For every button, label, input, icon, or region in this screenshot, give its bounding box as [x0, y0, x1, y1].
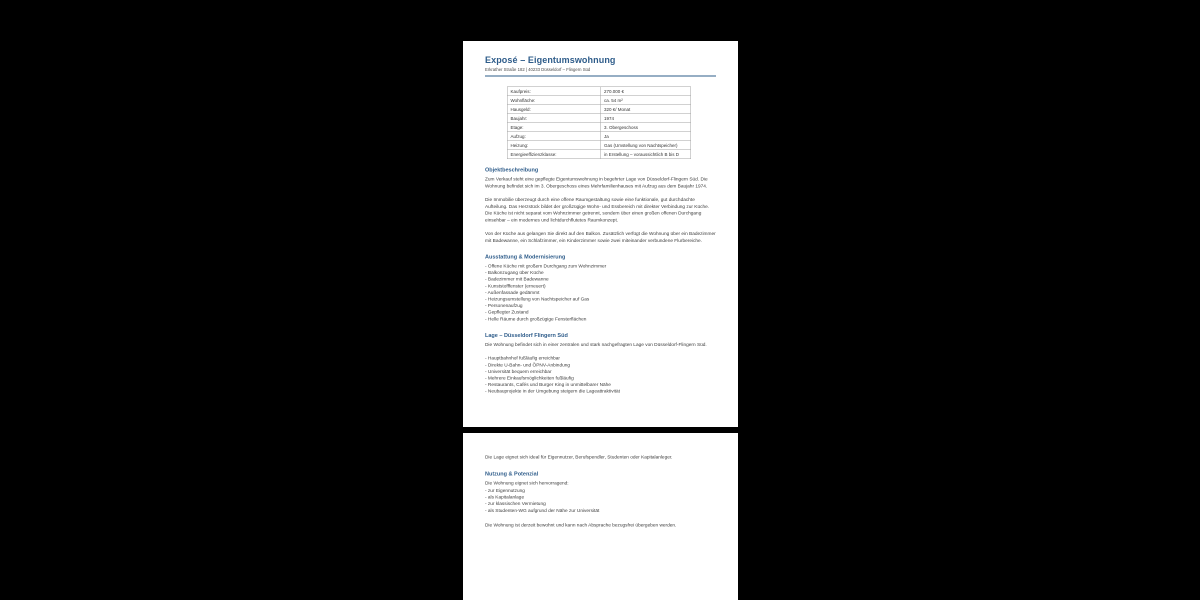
- table-row: [507, 114, 691, 123]
- section-heading-objektbeschreibung: Objektbeschreibung: [485, 167, 539, 173]
- list-item: - Balkonzugang über Küche: [485, 270, 716, 277]
- fact-value: 1974: [601, 114, 691, 123]
- table-row: [507, 87, 691, 96]
- lage-conclusion-paragraph: Die Lage eignet sich ideal für Eigennutzer, Berufspendler, Studenten oder Kapitalanleger.: [485, 454, 673, 460]
- table-row: [507, 105, 691, 114]
- fact-value: Ja: [601, 132, 691, 141]
- list-item: - Badezimmer mit Badewanne: [485, 276, 716, 283]
- list-item: - zur klassischen Vermietung: [485, 501, 716, 508]
- table-row: [507, 132, 691, 141]
- document-page-1: [463, 41, 738, 427]
- document-scroll-area[interactable]: [463, 41, 738, 600]
- document-header: [485, 55, 716, 77]
- page-title: Exposé – Eigentumswohnung: [485, 55, 616, 65]
- title-divider: [485, 76, 716, 77]
- fact-label: Energieeffizienzklasse:: [507, 150, 601, 159]
- facts-table-body: [507, 87, 691, 159]
- paragraph: Zum Verkauf steht eine gepflegte Eigentumswohnung in begehrter Lage von Düsseldorf-Flingern Süd. Die Wohnung befindet sich im 3. Obergeschoss eines Mehrfamilienhauses mit Aufzug aus dem Baujahr 1974.: [485, 176, 708, 189]
- list-item: - Restaurants, Cafés und Burger King in unmittelbarer Nähe: [485, 382, 716, 389]
- list-item: - Offene Küche mit großem Durchgang zum Wohnzimmer: [485, 263, 716, 270]
- lage-intro-paragraph: Die Wohnung befindet sich in einer zentralen und stark nachgefragten Lage von Düsseldorf-Flingern Süd.: [485, 341, 707, 348]
- paragraph: Von der Küche aus gelangen Sie direkt auf den Balkon. Zusätzlich verfügt die Wohnung über ein Badezimmer mit Badewanne, ein Schlafzimmer, ein Kinderzimmer sowie zwei miteinander verbundene Flurbereiche.: [485, 231, 716, 244]
- list-item: - Gepflegter Zustand: [485, 309, 716, 316]
- fact-label: Baujahr:: [507, 114, 601, 123]
- fact-label: Kaufpreis:: [507, 87, 601, 96]
- lage-list: [485, 355, 716, 395]
- table-row: [507, 150, 691, 159]
- fact-label: Etage:: [507, 123, 601, 132]
- list-item: - Hauptbahnhof fußläufig erreichbar: [485, 355, 716, 362]
- fact-label: Heizung:: [507, 141, 601, 150]
- section-heading-nutzung: Nutzung & Potenzial: [485, 470, 539, 477]
- fact-label: Aufzug:: [507, 132, 601, 141]
- list-item: - Personenaufzug: [485, 303, 716, 310]
- document-subtitle: Erkrather Straße 182 | 40233 Düsseldorf – Flingern Süd: [485, 67, 591, 72]
- fact-label: Wohnfläche:: [507, 96, 601, 105]
- nutzung-lead: Die Wohnung eignet sich hervorragend:: [485, 480, 569, 486]
- nutzung-list: [485, 488, 716, 514]
- list-item: - Helle Räume durch großzügige Fensterflächen: [485, 316, 716, 323]
- facts-table: [507, 87, 691, 160]
- fact-value: 270.000 €: [601, 87, 691, 96]
- list-item: - zur Eigennutzung: [485, 488, 716, 495]
- paragraph: Die Immobilie überzeugt durch eine offene Raumgestaltung sowie eine funktionale, gut durchdachte Aufteilung. Das Herzstück bildet der großzügige Wohn- und Essbereich mit direkter Verbindung zur Küche. Die Küche ist nicht separat vom Wohnzimmer getrennt, sondern über einen großen offenen Durchgang einsehbar – ein modernes und lichtdurchflutetes Raumkonzept.: [485, 197, 710, 223]
- list-item: - Neubauprojekte in der Umgebung steigern die Lageattraktivität: [485, 388, 716, 395]
- fact-value: in Erstellung – voraussichtlich B bis D: [601, 150, 691, 159]
- closing-paragraph: Die Wohnung ist derzeit bewohnt und kann nach Absprache bezugsfrei übergeben werden.: [485, 522, 677, 528]
- list-item: - Heizungsumstellung von Nachtspeicher auf Gas: [485, 296, 716, 303]
- list-item: - Universität bequem erreichbar: [485, 368, 716, 375]
- table-row: [507, 96, 691, 105]
- list-item: - als Studenten-WG aufgrund der Nähe zur Universität: [485, 507, 716, 514]
- fact-value: 320 €/ Monat: [601, 105, 691, 114]
- list-item: - Mehrere Einkaufsmöglichkeiten fußläufig: [485, 375, 716, 382]
- list-item: - Außenfassade gedämmt: [485, 289, 716, 296]
- ausstattung-list: [485, 263, 716, 322]
- list-item: - Direkte U-Bahn- und ÖPNV-Anbindung: [485, 362, 716, 369]
- list-item: - Kunststofffenster (erneuert): [485, 283, 716, 290]
- list-item: - als Kapitalanlage: [485, 494, 716, 501]
- table-row: [507, 141, 691, 150]
- fact-value: 3. Obergeschoss: [601, 123, 691, 132]
- section-heading-lage: Lage – Düsseldorf Flingern Süd: [485, 332, 568, 339]
- fact-label: Hausgeld:: [507, 105, 601, 114]
- fact-value: Gas (Umstellung von Nachtspeicher): [601, 141, 691, 150]
- document-page-2: [463, 433, 738, 600]
- section-heading-ausstattung: Ausstattung & Modernisierung: [485, 254, 566, 260]
- objektbeschreibung-paragraphs: [485, 176, 716, 244]
- table-row: [507, 123, 691, 132]
- fact-value: ca. 54 m²: [601, 96, 691, 105]
